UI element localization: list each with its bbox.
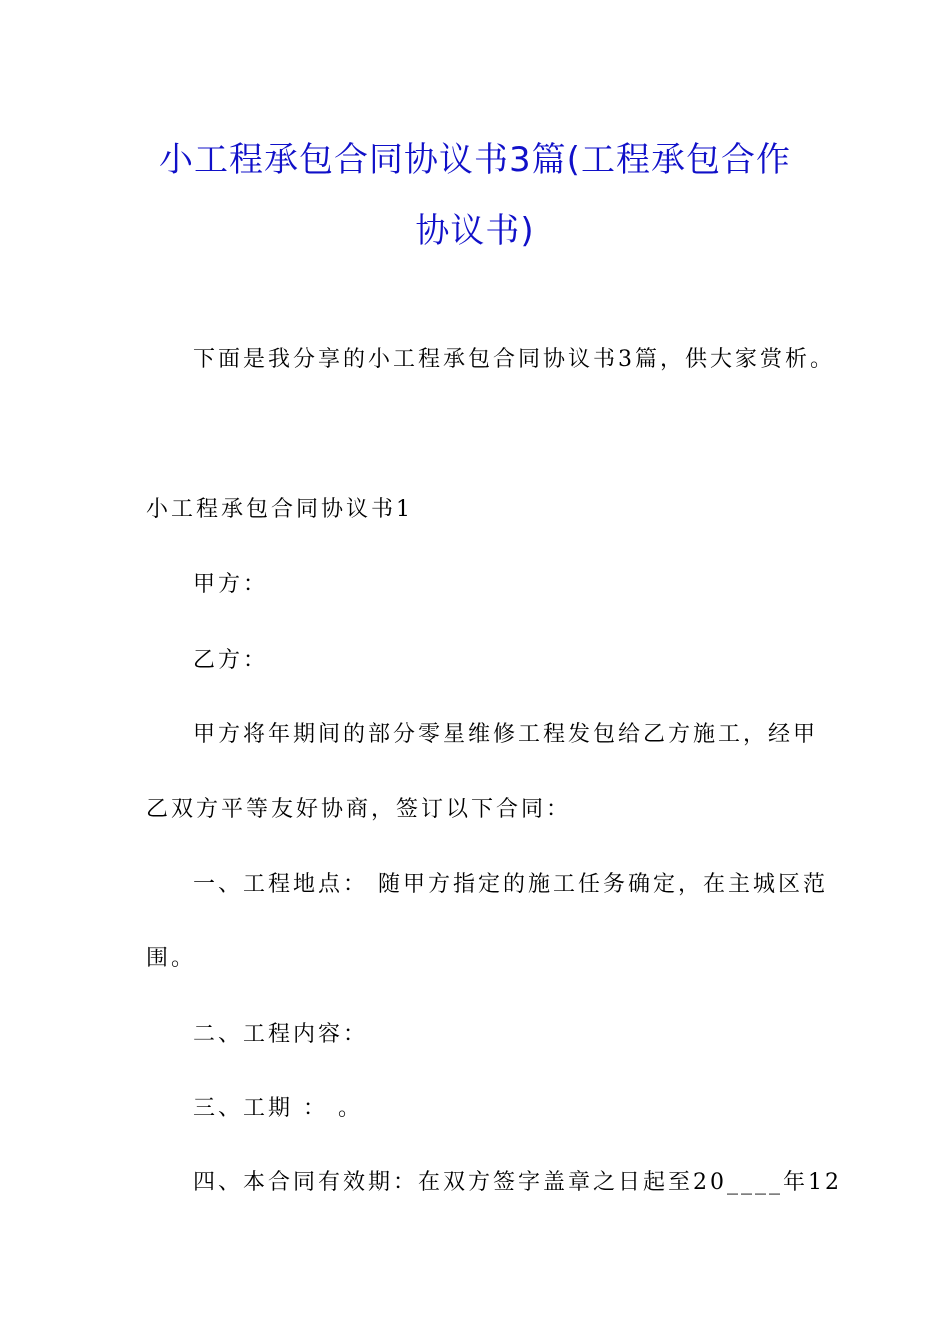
document-title-line-2: 协议书) (415, 211, 535, 251)
clause-3: 三、工期 ： 。 (193, 1096, 363, 1121)
party-a-label: 甲方： (193, 572, 269, 597)
clause-1-line-2: 围。 (146, 946, 197, 971)
body-paragraph-line-2: 乙双方平等友好协商，签订以下合同： (146, 797, 572, 822)
body-paragraph-line-1: 甲方将年期间的部分零星维修工程发包给乙方施工，经甲 (193, 722, 819, 747)
clause-1-line-1: 一、工程地点： 随甲方指定的施工任务确定，在主城区范 (193, 872, 828, 897)
document-title-line-1: 小工程承包合同协议书3篇(工程承包合作 (159, 140, 791, 180)
party-b-label: 乙方： (193, 648, 269, 673)
section-heading: 小工程承包合同协议书1 (146, 497, 413, 522)
clause-4: 四、本合同有效期：在双方签字盖章之日起至20____年12 (193, 1170, 842, 1195)
clause-2: 二、工程内容： (193, 1022, 369, 1047)
intro-paragraph: 下面是我分享的小工程承包合同协议书3篇，供大家赏析。 (193, 347, 835, 372)
